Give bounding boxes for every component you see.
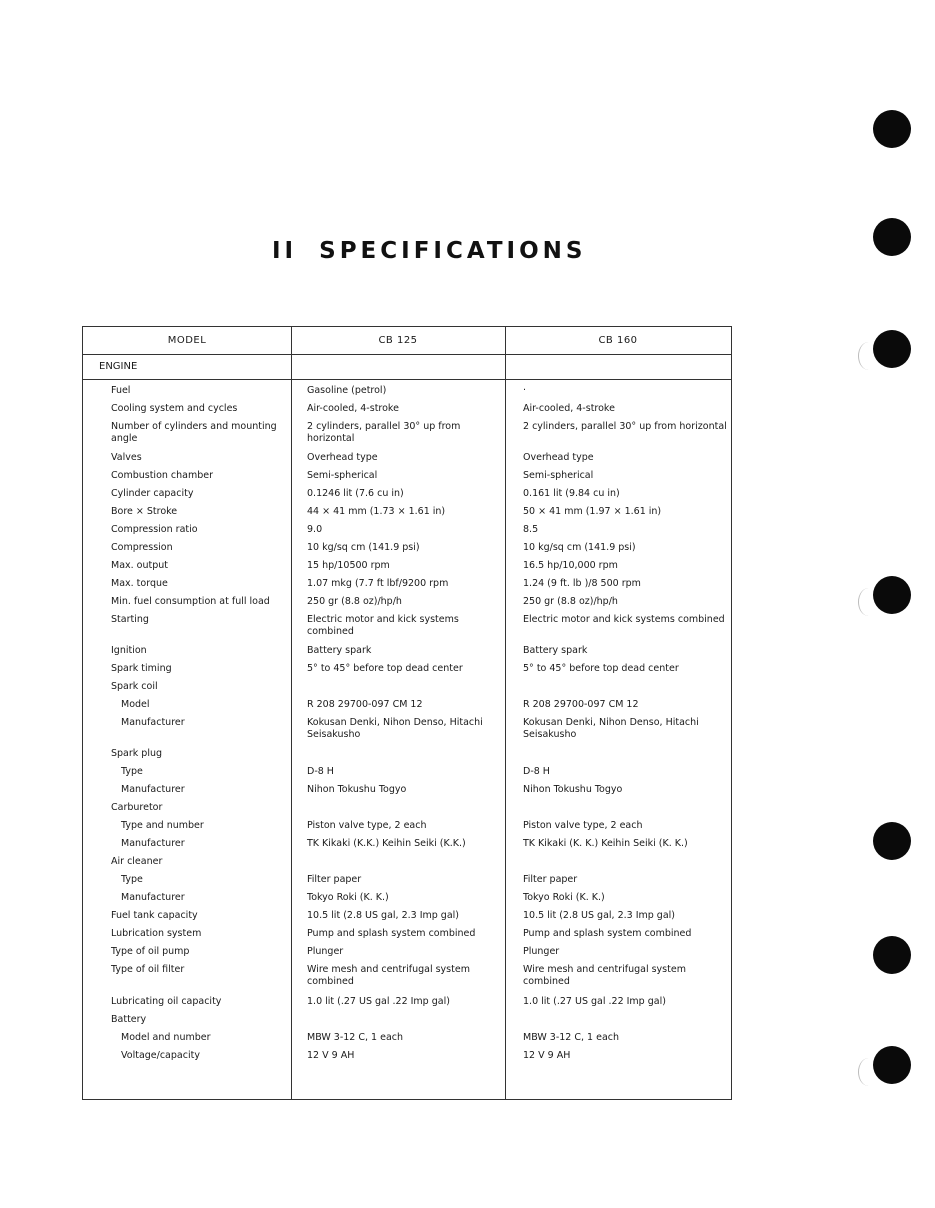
binder-hole [873,936,911,974]
spec-row [83,1050,731,1068]
binder-hole [873,330,911,368]
spec-row [83,645,731,663]
spec-row [83,717,731,748]
spec-value-cb125: 9.0 [307,524,323,535]
spec-label: Voltage/capacity [121,1050,200,1061]
spec-value-cb125: 10 kg/sq cm (141.9 psi) [307,542,420,553]
spec-value-cb125: Tokyo Roki (K. K.) [307,892,389,903]
spec-value-cb160: 12 V 9 AH [523,1050,571,1061]
spec-label: Battery [111,1014,147,1025]
spec-label: Fuel [111,385,131,396]
spec-row [83,385,731,403]
binder-hole [873,110,911,148]
spec-rows [83,385,731,1068]
spec-value-cb160: Filter paper [523,874,578,885]
spec-row [83,542,731,560]
spec-label: Type of oil filter [111,964,185,975]
spec-row [83,892,731,910]
spec-label: Combustion chamber [111,470,214,481]
spec-row [83,506,731,524]
binder-hole [873,822,911,860]
spec-value-cb160: 0.161 lit (9.84 cu in) [523,488,620,499]
spec-value-cb125: Electric motor and kick systems combined [307,614,459,637]
spec-row [83,470,731,488]
spec-label: Model and number [121,1032,211,1043]
spec-value-cb160: Plunger [523,946,560,957]
spec-value-cb160: 2 cylinders, parallel 30° up from horizontal [523,421,727,432]
spec-label: Max. output [111,560,169,571]
spec-label: Min. fuel consumption at full load [111,596,270,607]
spec-label: Valves [111,452,142,463]
spec-row [83,421,731,452]
spec-value-cb160: Piston valve type, 2 each [523,820,643,831]
binder-hole-mark [858,342,879,370]
spec-value-cb125: Semi-spherical [307,470,378,481]
spec-label: Air cleaner [111,856,163,867]
spec-label: Number of cylinders and mounting angle [111,421,277,444]
spec-value-cb125: D-8 H [307,766,334,777]
spec-row [83,748,731,766]
spec-row [83,838,731,856]
spec-value-cb160: 1.0 lit (.27 US gal .22 Imp gal) [523,996,666,1007]
spec-label: Fuel tank capacity [111,910,198,921]
spec-value-cb160: Kokusan Denki, Nihon Denso, Hitachi Seisakusho [523,717,699,740]
section-rule [83,379,731,380]
spec-row [83,578,731,596]
spec-row [83,946,731,964]
spec-label: Type [121,874,143,885]
spec-value-cb160: 1.24 (9 ft. lb )/8 500 rpm [523,578,641,589]
spec-row [83,1032,731,1050]
spec-value-cb125: TK Kikaki (K.K.) Keihin Seiki (K.K.) [307,838,466,849]
spec-row [83,928,731,946]
spec-value-cb125: 0.1246 lit (7.6 cu in) [307,488,404,499]
spec-row [83,784,731,802]
spec-value-cb160: Battery spark [523,645,588,656]
spec-label: Spark coil [111,681,158,692]
spec-label: Compression [111,542,173,553]
spec-value-cb160: 10 kg/sq cm (141.9 psi) [523,542,636,553]
page-title: II SPECIFICATIONS [272,238,587,264]
spec-value-cb160: 8.5 [523,524,539,535]
spec-row [83,820,731,838]
spec-label: Manufacturer [121,784,185,795]
spec-label: Spark timing [111,663,172,674]
spec-value-cb160: · [523,385,527,396]
binder-hole-mark [858,1058,879,1086]
spec-value-cb125: Kokusan Denki, Nihon Denso, Hitachi Seisakusho [307,717,483,740]
spec-value-cb160: Pump and splash system combined [523,928,692,939]
spec-value-cb125: Filter paper [307,874,362,885]
spec-value-cb160: Nihon Tokushu Togyo [523,784,623,795]
spec-label: Cylinder capacity [111,488,194,499]
spec-value-cb160: 5° to 45° before top dead center [523,663,679,674]
spec-label: Max. torque [111,578,168,589]
spec-value-cb160: 16.5 hp/10,000 rpm [523,560,618,571]
spec-row [83,699,731,717]
binder-hole [873,1046,911,1084]
header-cb160: CB 160 [598,335,638,346]
spec-value-cb160: D-8 H [523,766,550,777]
spec-row [83,910,731,928]
binder-hole [873,576,911,614]
spec-value-cb125: Pump and splash system combined [307,928,476,939]
spec-row [83,681,731,699]
spec-value-cb125: Air-cooled, 4-stroke [307,403,399,414]
spec-value-cb160: 10.5 lit (2.8 US gal, 2.3 Imp gal) [523,910,675,921]
spec-row [83,524,731,542]
header-rule [83,354,731,355]
spec-row [83,596,731,614]
spec-value-cb160: MBW 3-12 C, 1 each [523,1032,620,1043]
header-model: MODEL [167,335,207,346]
spec-value-cb125: Battery spark [307,645,372,656]
spec-value-cb125: Plunger [307,946,344,957]
spec-label: Model [121,699,150,710]
spec-label: Type and number [121,820,204,831]
spec-value-cb125: 250 gr (8.8 oz)/hp/h [307,596,402,607]
spec-value-cb125: 15 hp/10500 rpm [307,560,390,571]
spec-label: Compression ratio [111,524,198,535]
spec-label: Lubricating oil capacity [111,996,222,1007]
spec-row [83,802,731,820]
spec-value-cb160: Overhead type [523,452,594,463]
spec-value-cb125: 5° to 45° before top dead center [307,663,463,674]
spec-row [83,766,731,784]
spec-row [83,874,731,892]
spec-row [83,1014,731,1032]
spec-label: Carburetor [111,802,163,813]
spec-label: Manufacturer [121,892,185,903]
spec-label: Ignition [111,645,147,656]
spec-value-cb125: Piston valve type, 2 each [307,820,427,831]
spec-row [83,403,731,421]
spec-value-cb125: Overhead type [307,452,378,463]
spec-value-cb160: 250 gr (8.8 oz)/hp/h [523,596,618,607]
spec-value-cb125: MBW 3-12 C, 1 each [307,1032,404,1043]
spec-label: Cooling system and cycles [111,403,238,414]
spec-value-cb125: 1.0 lit (.27 US gal .22 Imp gal) [307,996,450,1007]
spec-value-cb160: 50 × 41 mm (1.97 × 1.61 in) [523,506,662,517]
spec-label: Manufacturer [121,717,185,728]
spec-value-cb160: R 208 29700-097 CM 12 [523,699,639,710]
spec-row [83,452,731,470]
spec-value-cb125: 2 cylinders, parallel 30° up from horizontal [307,421,461,444]
spec-value-cb125: 12 V 9 AH [307,1050,355,1061]
spec-value-cb125: Nihon Tokushu Togyo [307,784,407,795]
spec-value-cb160: Air-cooled, 4-stroke [523,403,615,414]
spec-value-cb125: R 208 29700-097 CM 12 [307,699,423,710]
spec-value-cb160: Electric motor and kick systems combined [523,614,725,625]
spec-value-cb125: 44 × 41 mm (1.73 × 1.61 in) [307,506,446,517]
specifications-table [82,326,732,1100]
spec-row [83,560,731,578]
binder-hole [873,218,911,256]
section-engine: ENGINE [99,361,138,372]
spec-value-cb125: 10.5 lit (2.8 US gal, 2.3 Imp gal) [307,910,459,921]
spec-value-cb160: Wire mesh and centrifugal system combined [523,964,686,987]
spec-label: Bore × Stroke [111,506,178,517]
spec-label: Spark plug [111,748,163,759]
spec-label: Lubrication system [111,928,202,939]
spec-row [83,964,731,996]
spec-row [83,663,731,681]
spec-value-cb125: 1.07 mkg (7.7 ft lbf/9200 rpm [307,578,449,589]
spec-row [83,614,731,645]
spec-row [83,996,731,1014]
spec-label: Starting [111,614,149,625]
spec-value-cb160: Semi-spherical [523,470,594,481]
binder-hole-mark [858,588,879,616]
spec-label: Manufacturer [121,838,185,849]
spec-value-cb160: TK Kikaki (K. K.) Keihin Seiki (K. K.) [523,838,688,849]
spec-row [83,488,731,506]
spec-value-cb125: Gasoline (petrol) [307,385,387,396]
spec-value-cb125: Wire mesh and centrifugal system combined [307,964,470,987]
spec-label: Type [121,766,143,777]
spec-row [83,856,731,874]
spec-label: Type of oil pump [111,946,190,957]
spec-value-cb160: Tokyo Roki (K. K.) [523,892,605,903]
header-cb125: CB 125 [378,335,418,346]
